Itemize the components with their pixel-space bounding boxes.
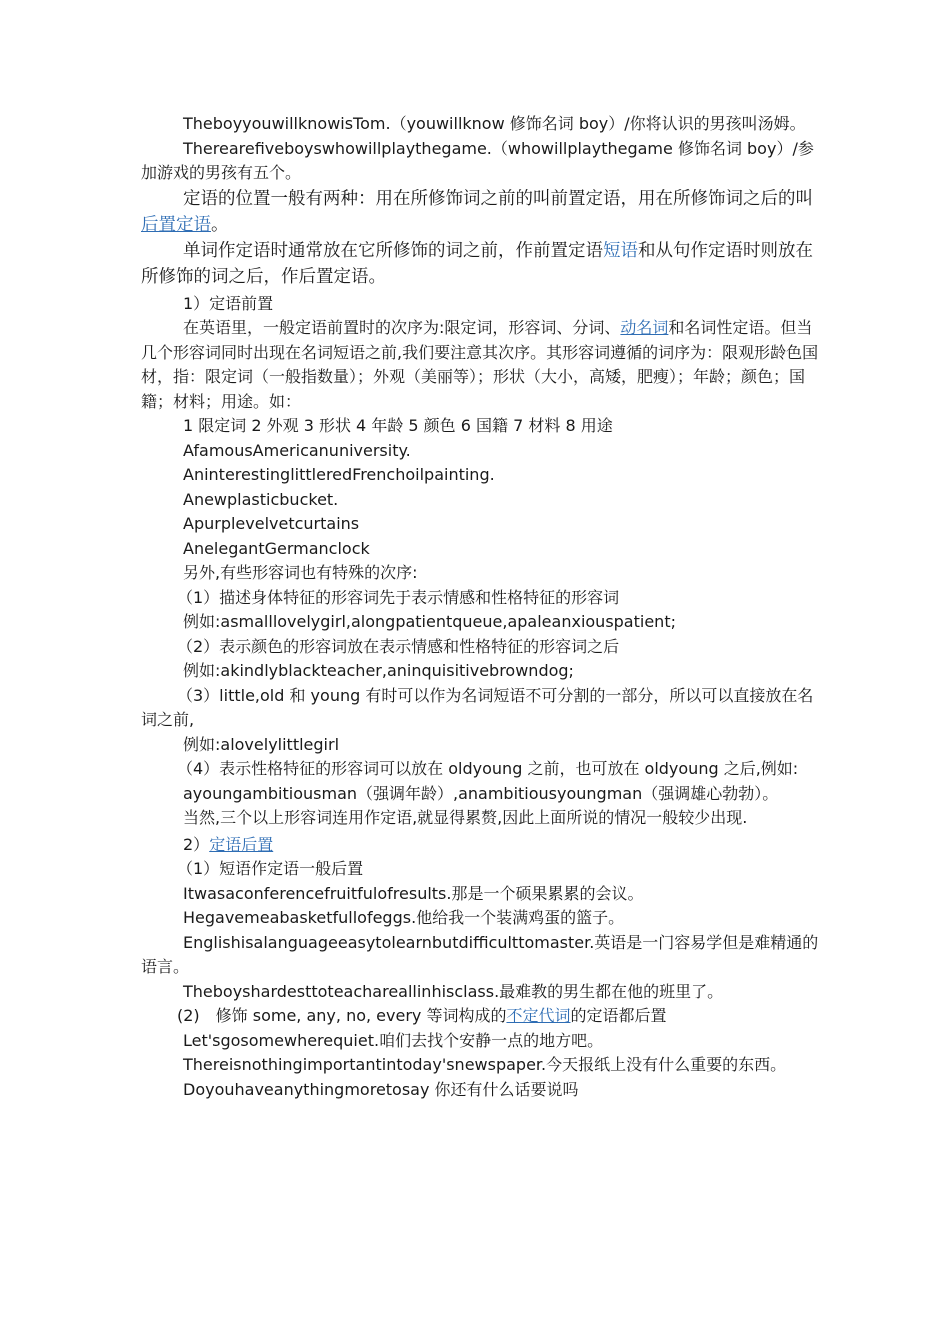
example-text: Hegavemeabasketfullofeggs.他给我一个装满鸡蛋的篮子。 <box>183 908 625 927</box>
example-text: 例如:akindlyblackteacher,aninquisitivebrowndog; <box>183 661 574 680</box>
example-text: AnelegantGermanclock <box>183 538 370 558</box>
section-heading <box>141 833 821 858</box>
document-body <box>141 112 821 1102</box>
rule-text: (2) 修饰 some, any, no, every 等词构成的 <box>177 1006 507 1025</box>
link-gerund[interactable]: 动名词 <box>620 318 669 337</box>
example-line <box>141 1078 821 1103</box>
paragraph-text: 和从句作定语时则放在所修饰的词之后，作后置定语。 <box>141 240 813 287</box>
paragraph <box>141 806 821 831</box>
example-line <box>141 906 821 931</box>
paragraph-text: 另外,有些形容词也有特殊的次序: <box>183 563 418 582</box>
example-text: Itwasaconferencefruitfulofresults.那是一个硕果累累的会议。 <box>183 883 644 903</box>
example-line <box>141 931 821 980</box>
example-line <box>141 659 821 684</box>
example-text: 例如:asmalllovelygirl,alongpatientqueue,apaleanxiouspatient; <box>183 612 676 631</box>
example-line <box>141 488 821 513</box>
example-line <box>141 610 821 635</box>
link-indefinite-pronoun[interactable]: 不定代词 <box>506 1006 571 1025</box>
paragraph <box>141 112 821 137</box>
paragraph-text: Therearefiveboyswhowillplaythegame.（whowillplaythegame 修饰名词 boy）/参加游戏的男孩有五个。 <box>141 138 814 182</box>
example-text: Apurplevelvetcurtains <box>183 514 360 533</box>
paragraph <box>141 316 821 414</box>
paragraph-text: 定语的位置一般有两种：用在所修饰词之前的叫前置定语，用在所修饰词之后的叫 <box>183 188 813 209</box>
example-line <box>141 512 821 537</box>
example-text: Doyouhaveanythingmoretosay 你还有什么话要说吗 <box>183 1079 579 1099</box>
example-line <box>141 463 821 488</box>
paragraph-text: 1 限定词 2 外观 3 形状 4 年龄 5 颜色 6 国籍 7 材料 8 用途 <box>183 416 613 435</box>
example-line <box>141 882 821 907</box>
example-line <box>141 980 821 1005</box>
example-line <box>141 439 821 464</box>
example-text: Englishisalanguageeasytolearnbutdifficulttomaster.英语是一门容易学但是难精通的语言。 <box>141 932 819 976</box>
rule-item <box>141 586 821 611</box>
link-postpositive-attributive[interactable]: 后置定语 <box>141 214 211 235</box>
rule-item <box>141 635 821 660</box>
rule-text: （2）表示颜色的形容词放在表示情感和性格特征的形容词之后 <box>177 636 620 656</box>
paragraph <box>141 238 821 290</box>
section-heading <box>141 292 821 317</box>
paragraph <box>141 561 821 586</box>
rule-text: （1）短语作定语一般后置 <box>177 859 364 878</box>
term-phrase: 短语 <box>603 240 638 261</box>
paragraph <box>141 137 821 186</box>
example-line <box>141 1029 821 1054</box>
example-text: AninterestinglittleredFrenchoilpainting. <box>183 465 495 484</box>
example-text: Theboyshardesttoteachareallinhisclass.最难教的男生都在他的班里了。 <box>183 981 724 1001</box>
example-text: Let'sgosomewherequiet.咱们去找个安静一点的地方吧。 <box>183 1030 604 1050</box>
example-line <box>141 1053 821 1078</box>
rule-item <box>141 757 821 782</box>
link-attributive-postposition[interactable]: 定语后置 <box>209 834 274 854</box>
paragraph-text: 和名词性定语。但当几个形容词同时出现在名词短语之前,我们要注意其次序。其形容词遵循的词序为：限观形龄色国材，指：限定词（一般指数量）；外观（美丽等）；形状（大小，高矮，肥瘦）；年龄；颜色；国籍；材料；用途。如： <box>141 318 819 411</box>
example-text: Thereisnothingimportantintoday'snewspaper.今天报纸上没有什么重要的东西。 <box>183 1055 787 1074</box>
paragraph <box>141 414 821 439</box>
rule-text: （1）描述身体特征的形容词先于表示情感和性格特征的形容词 <box>177 587 620 607</box>
example-text: AfamousAmericanuniversity. <box>183 440 411 460</box>
paragraph-text: 单词作定语时通常放在它所修饰的词之前，作前置定语 <box>183 240 603 261</box>
heading-text: 2） <box>183 834 210 854</box>
example-line <box>141 537 821 562</box>
rule-text: （3）little,old 和 young 有时可以作为名词短语不可分割的一部分，所以可以直接放在名词之前, <box>141 685 814 729</box>
heading-text: 1）定语前置 <box>183 293 274 313</box>
example-line <box>141 733 821 758</box>
paragraph-text: 。 <box>211 214 229 235</box>
rule-text: （4）表示性格特征的形容词可以放在 oldyoung 之前，也可放在 oldyoung 之后,例如: <box>177 759 799 778</box>
rule-item <box>141 1004 821 1029</box>
paragraph-text: TheboyyouwillknowisTom.（youwillknow 修饰名词 boy）/你将认识的男孩叫汤姆。 <box>183 114 806 133</box>
example-text: 例如:alovelylittlegirl <box>183 734 340 754</box>
paragraph <box>141 186 821 238</box>
paragraph-text: 在英语里，一般定语前置时的次序为:限定词，形容词、分词、 <box>183 318 621 337</box>
example-text: Anewplasticbucket. <box>183 489 339 509</box>
rule-item <box>141 684 821 733</box>
example-line <box>141 782 821 807</box>
example-text: ayoungambitiousman（强调年龄）,anambitiousyoungman（强调雄心勃勃）。 <box>183 783 779 803</box>
paragraph-text: 当然,三个以上形容词连用作定语,就显得累赘,因此上面所说的情况一般较少出现. <box>183 808 748 827</box>
rule-item <box>141 857 821 882</box>
rule-text: 的定语都后置 <box>570 1006 667 1025</box>
